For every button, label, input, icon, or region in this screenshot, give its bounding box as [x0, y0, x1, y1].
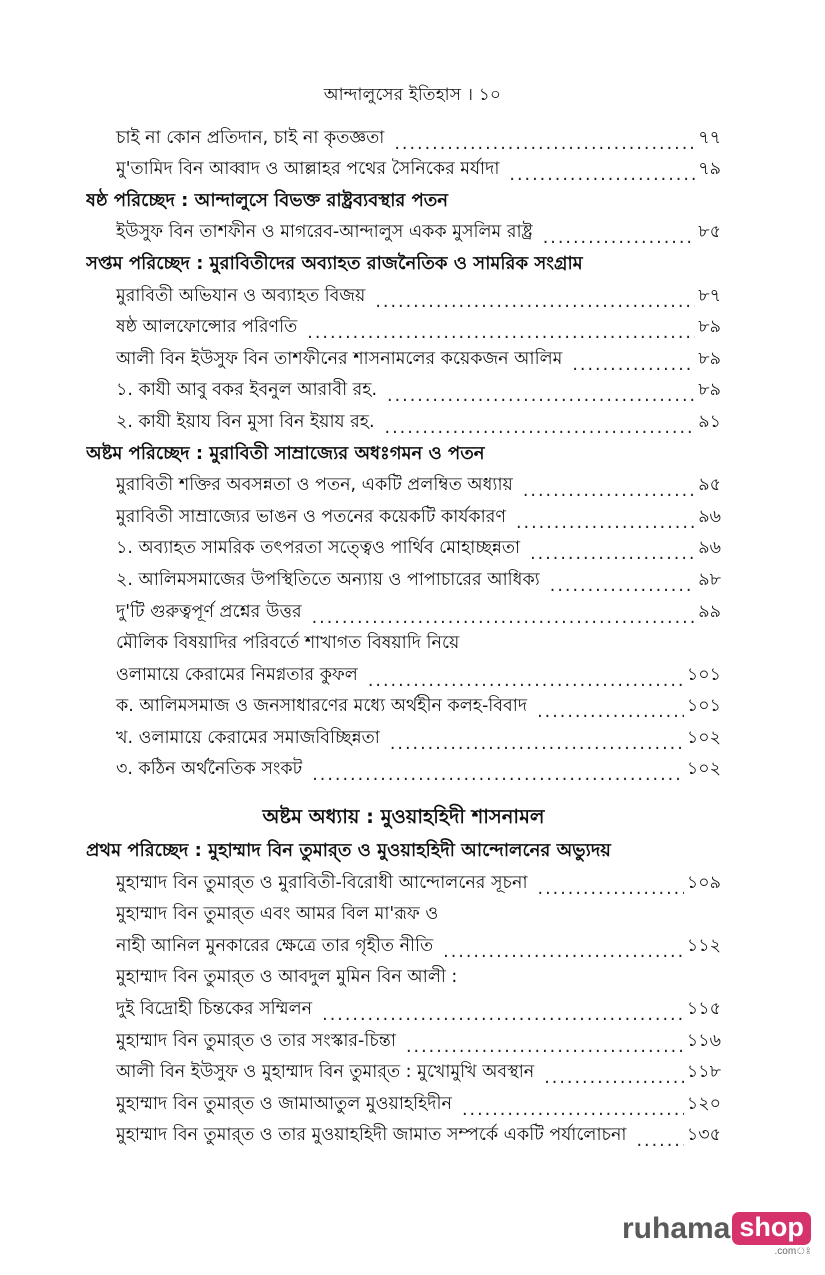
toc-entry: [86, 217, 721, 249]
toc-entry-page: ১০৯: [686, 872, 721, 893]
toc-entry-title: মুহাম্মাদ বিন তুমার্‌ত ও আবদুল মুমিন বিন আলী :: [116, 967, 458, 988]
toc-entry-continued: [86, 962, 721, 994]
toc-entry-title: মুরাবিতী অভিযান ও অব্যাহত বিজয়: [116, 285, 366, 306]
toc-entry-title: ওলামায়ে কেরামের নিমগ্নতার কুফল: [116, 664, 358, 685]
toc-entry: [86, 596, 721, 628]
dot-leader: [307, 323, 695, 343]
logo-shop-text: shop: [732, 1212, 811, 1245]
toc-entry-title: ১. অব্যাহত সামরিক তৎপরতা সত্ত্বেও পার্থিব মোহাচ্ছন্নতা: [116, 538, 521, 559]
toc-entry-page: ৮৯: [698, 317, 721, 338]
toc-entry-title: মুহাম্মাদ বিন তুমার্‌ত ও মুরাবিতী-বিরোধী আন্দোলনের সূচনা: [116, 872, 528, 893]
toc-entry-page: ৯৮: [698, 569, 721, 590]
toc-entry-title: নাহী আনিল মুনকারের ক্ষেত্রে তার গৃহীত নীতি: [116, 935, 434, 956]
dot-leader: [530, 544, 695, 564]
toc-entry-title: মুহাম্মাদ বিন তুমার্‌ত এবং আমর বিল মা'রূফ ও: [116, 904, 439, 925]
toc-entry: [86, 501, 721, 533]
toc-entry: [86, 691, 721, 723]
ruhamashop-logo: [622, 1212, 811, 1257]
toc-entry-title: মুহাম্মাদ বিন তুমার্‌ত ও তার সংস্কার-চিন্তা: [116, 1030, 396, 1051]
dot-leader: [394, 134, 695, 154]
toc-entry-page: ৮৭: [698, 285, 721, 306]
table-of-contents: [86, 122, 721, 1151]
toc-entry-page: ১০১: [686, 696, 721, 717]
section-heading: সপ্তম পরিচ্ছেদ : মুরাবিতীদের অব্যাহত রাজনৈতিক ও সামরিক সংগ্রাম: [86, 252, 583, 274]
toc-entry-page: ১৩৫: [686, 1125, 721, 1146]
toc-entry: [86, 280, 721, 312]
toc-entry-page: ১০১: [686, 664, 721, 685]
dot-leader: [312, 765, 684, 785]
toc-entry-page: ৯৫: [698, 475, 721, 496]
toc-entry-page: ৯১: [698, 411, 721, 432]
dot-leader: [368, 671, 684, 691]
dot-leader: [636, 1131, 683, 1151]
dot-leader: [387, 386, 695, 406]
toc-entry-title: মুহাম্মাদ বিন তুমার্‌ত ও তার মুওয়াহহিদী জামাত সম্পর্কে একটি পর্যালোচনা: [116, 1125, 627, 1146]
toc-entry-title: মুহাম্মাদ বিন তুমার্‌ত ও জামাআতুল মুওয়াহহিদীন: [116, 1093, 452, 1114]
toc-entry-title: ষষ্ঠ আলফোন্সোর পরিণতি: [116, 317, 298, 338]
page-header: আন্দালুসের ইতিহাস । ১০: [323, 85, 502, 105]
dot-leader: [516, 513, 695, 533]
section-heading: অষ্টম পরিচ্ছেদ : মুরাবিতী সাম্রাজ্যের অধঃগমন ও পতন: [86, 442, 485, 464]
dot-leader: [544, 1068, 684, 1088]
dot-leader: [550, 576, 696, 596]
toc-entry-page: ৮৫: [698, 222, 721, 243]
toc-entry-title: দুই বিদ্রোহী চিন্তকের সম্মিলন: [116, 999, 313, 1020]
toc-entry-title: ১. কাযী আবু বকর ইবনুল আরাবী রহ.: [116, 380, 378, 401]
toc-entry-title: খ. ওলামায়ে কেরামের সমাজবিচ্ছিন্নতা: [116, 727, 380, 748]
toc-entry: [86, 375, 721, 407]
toc-entry: [86, 470, 721, 502]
toc-entry: [86, 1057, 721, 1089]
toc-entry: [86, 312, 721, 344]
toc-entry-page: ৮৯: [698, 348, 721, 369]
dot-leader: [538, 879, 684, 899]
section-heading: ষষ্ঠ পরিচ্ছেদ : আন্দালুসে বিভক্ত রাষ্ট্রব্যবস্থার পতন: [86, 189, 449, 211]
dot-leader: [572, 355, 695, 375]
dot-leader: [390, 734, 684, 754]
toc-entry-page: ৯৬: [698, 506, 721, 527]
logo-dotcom-text: .comঃ: [774, 1246, 811, 1257]
dot-leader: [385, 418, 696, 438]
dot-leader: [537, 702, 684, 722]
toc-entry: [86, 154, 721, 186]
toc-entry-page: ১০২: [686, 759, 721, 780]
dot-leader: [312, 608, 696, 628]
toc-entry-title: মুরাবিতী সাম্রাজ্যের ভাঙন ও পতনের কয়েকটি কার্যকারণ: [116, 506, 506, 527]
toc-entry-title: দু'টি গুরুত্বপূর্ণ প্রশ্নের উত্তর: [116, 601, 302, 622]
toc-entry: [86, 722, 721, 754]
toc-entry-page: ৮৯: [698, 380, 721, 401]
toc-entry: [86, 122, 721, 154]
dot-leader: [322, 1005, 684, 1025]
chapter-spacer: [86, 785, 721, 801]
toc-entry: [86, 867, 721, 899]
dot-leader: [406, 1037, 684, 1057]
dot-leader: [509, 165, 695, 185]
toc-entry: [86, 659, 721, 691]
logo-shop-badge: [732, 1212, 811, 1257]
toc-entry: [86, 930, 721, 962]
toc-entry-title: চাই না কোন প্রতিদান, চাই না কৃতজ্ঞতা: [116, 127, 385, 148]
toc-entry-title: আলী বিন ইউসুফ বিন তাশফীনের শাসনামলের কয়েকজন আলিম: [116, 348, 563, 369]
logo-ruhama-text: ruhama: [622, 1212, 731, 1245]
dot-leader: [375, 292, 695, 312]
toc-entry-page: ১১৮: [686, 1062, 721, 1083]
toc-entry-title: ৩. কঠিন অর্থনৈতিক সংকট: [116, 759, 303, 780]
toc-entry: [86, 343, 721, 375]
toc-entry-page: ৭৭: [698, 127, 721, 148]
toc-entry: [86, 533, 721, 565]
toc-entry-page: ১১২: [686, 935, 721, 956]
toc-entry: [86, 1120, 721, 1152]
toc-entry: [86, 993, 721, 1025]
toc-entry-title: মু'তামিদ বিন আব্বাদ ও আল্লাহর পথের সৈনিকের মর্যাদা: [116, 159, 500, 180]
toc-entry: [86, 406, 721, 438]
toc-entry-page: ১০২: [686, 727, 721, 748]
toc-entry-title: মুরাবিতী শক্তির অবসন্নতা ও পতন, একটি প্রলম্বিত অধ্যায়: [116, 475, 513, 496]
dot-leader: [523, 481, 695, 501]
toc-entry: [86, 754, 721, 786]
toc-entry-title: আলী বিন ইউসুফ ও মুহাম্মাদ বিন তুমার্‌ত : মুখোমুখি অবস্থান: [116, 1062, 535, 1083]
dot-leader: [543, 228, 696, 248]
toc-entry: [86, 564, 721, 596]
toc-entry: [86, 1025, 721, 1057]
toc-entry-continued: [86, 628, 721, 660]
section-heading: প্রথম পরিচ্ছেদ : মুহাম্মাদ বিন তুমার্‌ত ও মুওয়াহহিদী আন্দোলনের অভ্যুদয়: [86, 840, 611, 862]
chapter-heading: অষ্টম অধ্যায় : মুওয়াহহিদী শাসনামল: [262, 805, 545, 829]
toc-entry-page: ৯৯: [698, 601, 721, 622]
toc-entry-page: ১১৬: [686, 1030, 721, 1051]
toc-entry-title: ২. কাযী ইয়ায বিন মুসা বিন ইয়ায রহ.: [116, 411, 375, 432]
toc-entry-page: ১১৫: [686, 999, 721, 1020]
toc-entry-title: ক. আলিমসমাজ ও জনসাধারণের মধ্যে অর্থহীন কলহ-বিবাদ: [116, 696, 528, 717]
toc-entry-title: ইউসুফ বিন তাশফীন ও মাগরেব-আন্দালুস একক মুসলিম রাষ্ট্র: [116, 222, 533, 243]
toc-entry-title: ২. আলিমসমাজের উপস্থিতিতে অন্যায় ও পাপাচারের আধিক্য: [116, 569, 540, 590]
toc-entry-title: মৌলিক বিষয়াদির পরিবর্তে শাখাগত বিষয়াদি নিয়ে: [116, 633, 460, 654]
toc-entry-continued: [86, 899, 721, 931]
dot-leader: [462, 1100, 684, 1120]
toc-entry-page: ৭৯: [698, 159, 721, 180]
toc-entry-page: ৯৬: [698, 538, 721, 559]
toc-entry: [86, 1088, 721, 1120]
dot-leader: [443, 942, 684, 962]
toc-entry-page: ১২০: [686, 1093, 721, 1114]
